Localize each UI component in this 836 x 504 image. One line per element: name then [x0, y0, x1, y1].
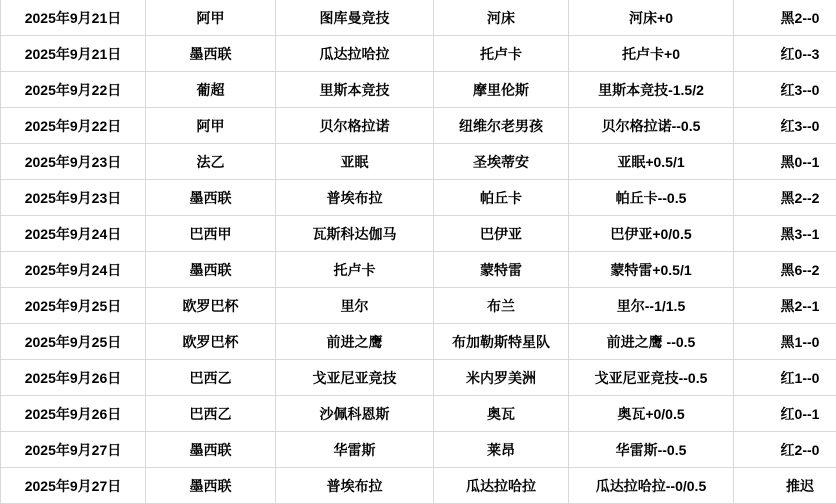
table-row [1, 108, 836, 144]
cell-pick: 里斯本竞技-1.5/2 [569, 72, 734, 108]
table-row [1, 144, 836, 180]
cell-away-team: 瓜达拉哈拉 [434, 468, 569, 504]
cell-pick: 帕丘卡--0.5 [569, 180, 734, 216]
table-row [1, 324, 836, 360]
cell-home-team: 里尔 [276, 288, 434, 324]
cell-home-team: 瓜达拉哈拉 [276, 36, 434, 72]
cell-date: 2025年9月24日 [1, 252, 146, 288]
cell-pick: 戈亚尼亚竞技--0.5 [569, 360, 734, 396]
cell-home-team: 瓦斯科达伽马 [276, 216, 434, 252]
cell-home-team: 亚眠 [276, 144, 434, 180]
cell-away-team: 河床 [434, 0, 569, 36]
cell-away-team: 纽维尔老男孩 [434, 108, 569, 144]
cell-home-team: 华雷斯 [276, 432, 434, 468]
cell-league: 阿甲 [146, 108, 276, 144]
cell-pick: 瓜达拉哈拉--0/0.5 [569, 468, 734, 504]
cell-home-team: 沙佩科恩斯 [276, 396, 434, 432]
cell-away-team: 巴伊亚 [434, 216, 569, 252]
table-row [1, 396, 836, 432]
cell-pick: 里尔--1/1.5 [569, 288, 734, 324]
cell-result: 黑6--2 [734, 252, 836, 288]
cell-date: 2025年9月21日 [1, 36, 146, 72]
table-row [1, 216, 836, 252]
table-row [1, 468, 836, 504]
cell-away-team: 布兰 [434, 288, 569, 324]
cell-date: 2025年9月22日 [1, 108, 146, 144]
cell-date: 2025年9月27日 [1, 432, 146, 468]
cell-home-team: 戈亚尼亚竞技 [276, 360, 434, 396]
cell-pick: 巴伊亚+0/0.5 [569, 216, 734, 252]
cell-date: 2025年9月25日 [1, 288, 146, 324]
cell-result: 黑0--1 [734, 144, 836, 180]
cell-pick: 华雷斯--0.5 [569, 432, 734, 468]
cell-away-team: 圣埃蒂安 [434, 144, 569, 180]
cell-result: 红0--3 [734, 36, 836, 72]
cell-league: 墨西联 [146, 180, 276, 216]
cell-date: 2025年9月27日 [1, 468, 146, 504]
cell-result: 黑3--1 [734, 216, 836, 252]
cell-result: 红3--0 [734, 72, 836, 108]
cell-result: 红2--0 [734, 432, 836, 468]
cell-home-team: 前进之鹰 [276, 324, 434, 360]
cell-pick: 亚眠+0.5/1 [569, 144, 734, 180]
table-row [1, 252, 836, 288]
cell-result: 黑2--1 [734, 288, 836, 324]
cell-league: 墨西联 [146, 432, 276, 468]
cell-pick: 前进之鹰 --0.5 [569, 324, 734, 360]
cell-away-team: 莱昂 [434, 432, 569, 468]
cell-date: 2025年9月24日 [1, 216, 146, 252]
cell-league: 巴西乙 [146, 396, 276, 432]
cell-result: 黑1--0 [734, 324, 836, 360]
cell-date: 2025年9月22日 [1, 72, 146, 108]
cell-league: 欧罗巴杯 [146, 288, 276, 324]
cell-away-team: 布加勒斯特星队 [434, 324, 569, 360]
cell-pick: 托卢卡+0 [569, 36, 734, 72]
table-row [1, 36, 836, 72]
cell-result: 红3--0 [734, 108, 836, 144]
cell-away-team: 帕丘卡 [434, 180, 569, 216]
cell-league: 法乙 [146, 144, 276, 180]
cell-league: 欧罗巴杯 [146, 324, 276, 360]
cell-result: 黑2--2 [734, 180, 836, 216]
cell-home-team: 图库曼竞技 [276, 0, 434, 36]
cell-home-team: 托卢卡 [276, 252, 434, 288]
cell-date: 2025年9月23日 [1, 144, 146, 180]
cell-date: 2025年9月26日 [1, 360, 146, 396]
cell-league: 墨西联 [146, 252, 276, 288]
cell-league: 巴西乙 [146, 360, 276, 396]
cell-league: 巴西甲 [146, 216, 276, 252]
cell-pick: 奥瓦+0/0.5 [569, 396, 734, 432]
cell-pick: 贝尔格拉诺--0.5 [569, 108, 734, 144]
cell-league: 葡超 [146, 72, 276, 108]
cell-date: 2025年9月23日 [1, 180, 146, 216]
cell-away-team: 蒙特雷 [434, 252, 569, 288]
table-row [1, 432, 836, 468]
cell-date: 2025年9月25日 [1, 324, 146, 360]
cell-away-team: 摩里伦斯 [434, 72, 569, 108]
cell-home-team: 贝尔格拉诺 [276, 108, 434, 144]
cell-away-team: 托卢卡 [434, 36, 569, 72]
table-row [1, 72, 836, 108]
cell-league: 墨西联 [146, 36, 276, 72]
cell-date: 2025年9月26日 [1, 396, 146, 432]
cell-result: 红1--0 [734, 360, 836, 396]
table-row [1, 360, 836, 396]
cell-pick: 河床+0 [569, 0, 734, 36]
cell-away-team: 米内罗美洲 [434, 360, 569, 396]
table-row [1, 180, 836, 216]
cell-home-team: 普埃布拉 [276, 180, 434, 216]
cell-pick: 蒙特雷+0.5/1 [569, 252, 734, 288]
cell-league: 墨西联 [146, 468, 276, 504]
cell-home-team: 里斯本竞技 [276, 72, 434, 108]
cell-home-team: 普埃布拉 [276, 468, 434, 504]
table-body [1, 0, 836, 504]
cell-result: 红0--1 [734, 396, 836, 432]
cell-result: 黑2--0 [734, 0, 836, 36]
cell-away-team: 奥瓦 [434, 396, 569, 432]
cell-date: 2025年9月21日 [1, 0, 146, 36]
cell-result: 推迟 [734, 468, 836, 504]
cell-league: 阿甲 [146, 0, 276, 36]
table-row [1, 288, 836, 324]
table-row [1, 0, 836, 36]
